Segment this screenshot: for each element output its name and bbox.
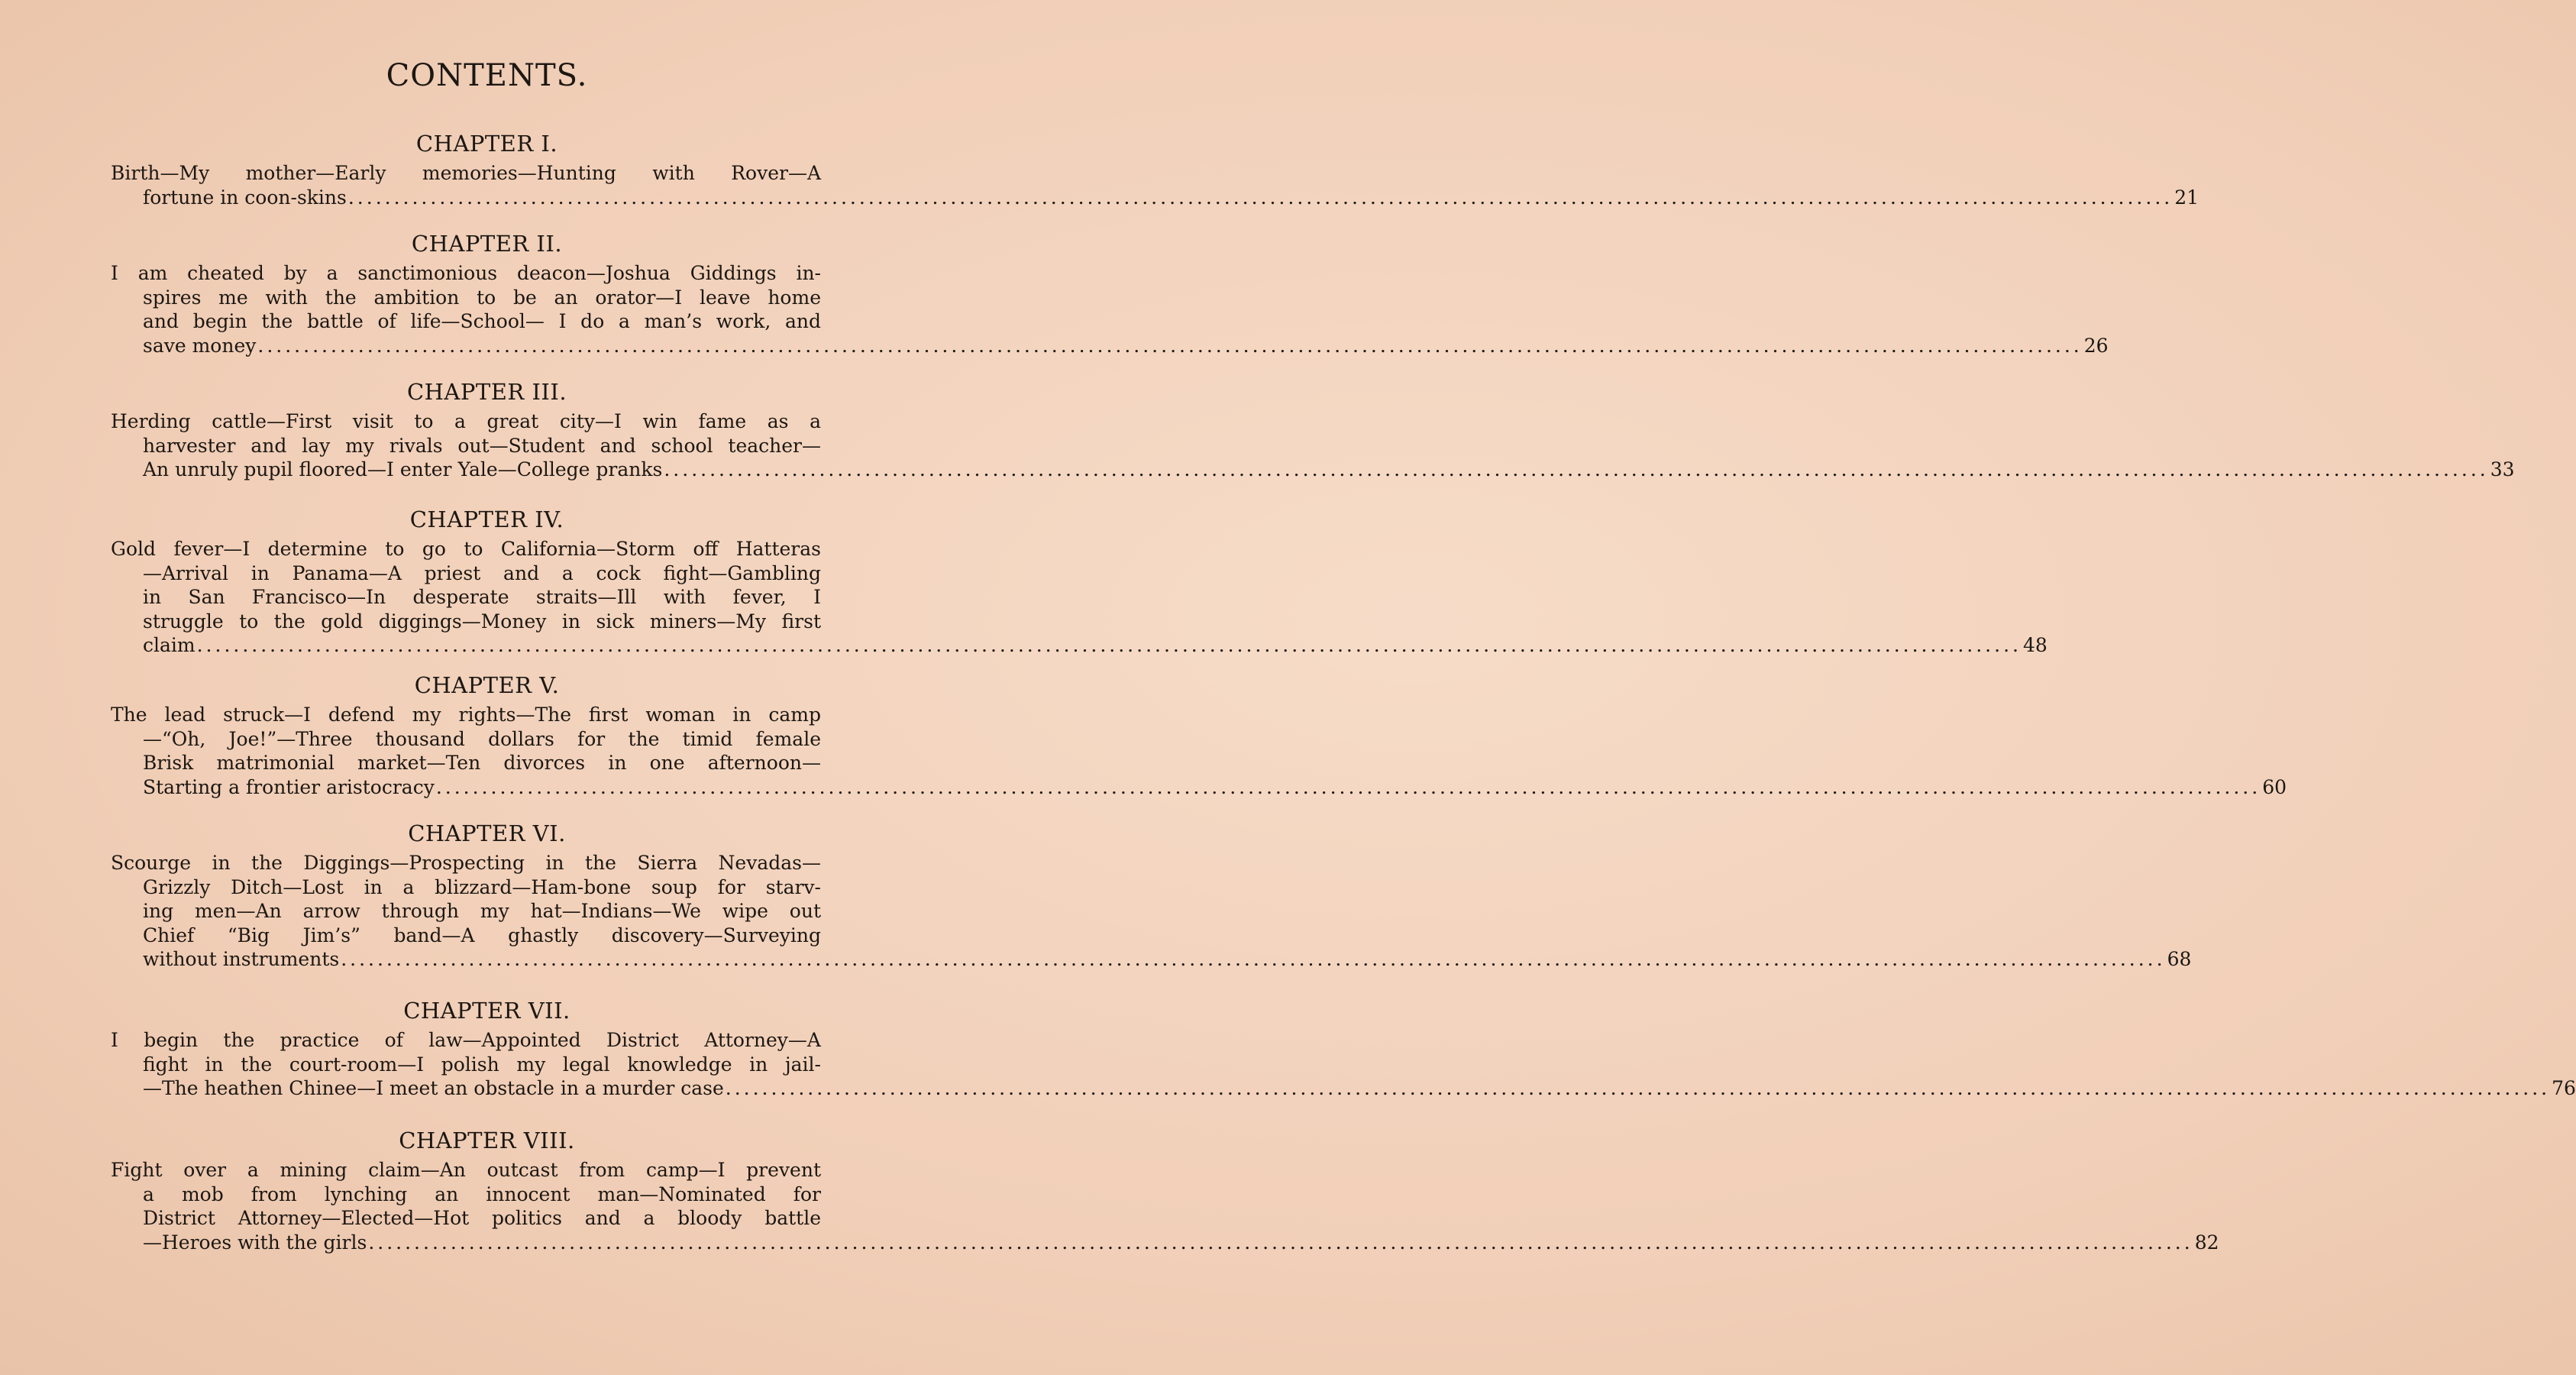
summary-text: fortune in coon-skins [143,186,347,209]
summary-text: Starting a frontier aristocracy [143,775,435,798]
chapter-heading: CHAPTER VIII. [399,1128,575,1153]
dot-leader: ........................................................................................................................................................................................................ [257,334,2083,357]
chapter-summary [111,703,2287,799]
page-number: 60 [2262,775,2287,798]
page-number: 21 [2174,186,2199,209]
summary-last-line [111,633,2048,658]
summary-text: —Heroes with the girls [143,1231,367,1254]
summary-line: Gold fever—I determine to go to California—Storm off Hatteras [111,538,821,560]
summary-line: Grizzly Ditch—Lost in a blizzard—Ham-bone soup for starv- [143,875,821,898]
summary-line: spires me with the ambition to be an orator—I leave home [143,286,821,309]
chapter-summary [111,1158,2219,1254]
summary-last-line [111,1076,2576,1101]
summary-line: Herding cattle—First visit to a great city—I win fame as a [111,410,821,432]
chapter-section [0,993,2576,1101]
chapter-summary [111,261,2109,358]
chapter-heading: CHAPTER VII. [403,998,570,1024]
page-number: 26 [2083,334,2109,357]
chapter-section [0,226,2109,358]
chapter-heading: CHAPTER I. [415,131,558,157]
chapter-summary [111,1028,2576,1101]
summary-text: without instruments [143,948,340,970]
dot-leader: ........................................................................................................................................................................................................ [435,775,2261,798]
summary-line: I am cheated by a sanctimonious deacon—Joshua Giddings in- [111,262,821,284]
summary-last-line [111,458,2515,482]
summary-line: struggle to the gold diggings—Money in sick miners—My first [143,610,821,632]
page-number: 33 [2490,458,2515,480]
dot-leader: ........................................................................................................................................................................................................ [725,1077,2551,1099]
chapter-section [0,126,2199,209]
summary-line: —“Oh, Joe!”—Three thousand dollars for the timid female [143,727,821,750]
summary-text: claim [143,634,196,656]
summary-line: —Arrival in Panama—A priest and a cock fight—Gambling [143,561,821,584]
dot-leader: ........................................................................................................................................................................................................ [347,186,2174,209]
dot-leader: ........................................................................................................................................................................................................ [368,1231,2193,1254]
summary-line: Birth—My mother—Early memories—Hunting with Rover—A [111,162,821,184]
chapter-heading: CHAPTER V. [414,672,560,698]
summary-last-line [111,947,2192,972]
summary-line: ing men—An arrow through my hat—Indians—We wipe out [143,900,821,922]
chapter-section [0,668,2287,799]
summary-line: harvester and lay my rivals out—Student and school teacher— [143,434,821,457]
summary-line: Brisk matrimonial market—Ten divorces in one afternoon— [143,752,821,774]
chapter-section [0,374,2515,482]
page-number: 48 [2022,634,2048,656]
chapter-heading: CHAPTER IV. [409,506,564,532]
dot-leader: ........................................................................................................................................................................................................ [196,634,2022,656]
page-number: 68 [2167,948,2192,970]
summary-line: and begin the battle of life—School— I do a man’s work, and [143,310,821,332]
summary-text: —The heathen Chinee—I meet an obstacle in a murder case [143,1077,724,1099]
page-number: 76 [2552,1077,2576,1099]
chapter-summary [111,409,2515,482]
summary-line: Scourge in the Diggings—Prospecting in the Sierra Nevadas— [111,852,821,874]
summary-line: The lead struck—I defend my rights—The first woman in camp [111,704,821,726]
summary-line: a mob from lynching an innocent man—Nominated for [143,1182,821,1205]
dot-leader: ........................................................................................................................................................................................................ [664,458,2489,480]
chapter-section [0,502,2048,658]
summary-last-line [111,334,2109,358]
summary-line: District Attorney—Elected—Hot politics and a bloody battle [143,1207,821,1229]
summary-line: Chief “Big Jim’s” band—A ghastly discovery—Surveying [143,924,821,946]
chapter-summary [111,851,2192,972]
summary-line: fight in the court-room—I polish my legal knowledge in jail- [143,1053,821,1076]
summary-line: in San Francisco—In desperate straits—Ill with fever, I [143,586,821,608]
summary-line: I begin the practice of law—Appointed District Attorney—A [111,1029,821,1051]
chapter-heading: CHAPTER III. [406,379,567,405]
chapter-section [0,816,2192,972]
page-title: CONTENTS. [386,58,588,93]
summary-line: Fight over a mining claim—An outcast from camp—I prevent [111,1159,821,1181]
chapter-summary [111,537,2048,658]
chapter-heading: CHAPTER II. [411,231,563,257]
dot-leader: ........................................................................................................................................................................................................ [341,948,2166,970]
chapter-summary [111,161,2199,209]
summary-last-line [111,186,2199,210]
chapter-heading: CHAPTER VI. [408,820,566,846]
chapter-section [0,1123,2219,1254]
summary-last-line [111,1231,2219,1255]
summary-text: save money [143,334,257,357]
summary-text: An unruly pupil floored—I enter Yale—College pranks [143,458,663,480]
page-number: 82 [2194,1231,2219,1254]
summary-last-line [111,775,2287,800]
